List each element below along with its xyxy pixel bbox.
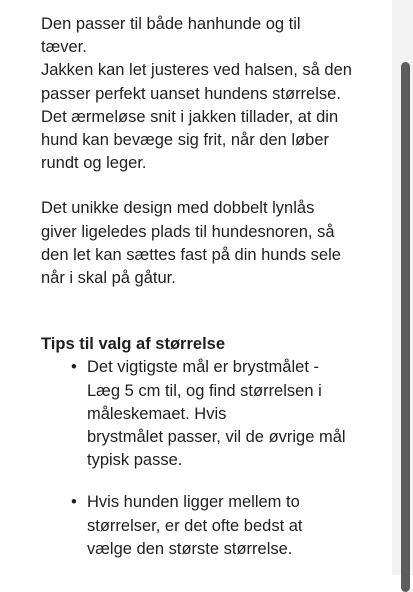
text-line: når i skal på gåtur.: [41, 269, 176, 288]
scrollbar-track[interactable]: [392, 0, 413, 575]
list-item: [71, 356, 381, 472]
description-paragraph-design: [41, 197, 381, 290]
text-line: tæver.: [41, 38, 87, 57]
text-line: Hvis hunden ligger mellem to: [87, 493, 300, 512]
text-line: Den passer til både hanhunde og til: [41, 15, 301, 33]
text-line: passer perfekt uanset hundens størrelse.: [41, 84, 341, 103]
text-line: den let kan sættes fast på din hunds sele: [41, 245, 341, 264]
list-item: [71, 491, 381, 561]
bullet-icon: •: [71, 493, 77, 512]
text-line: Det unikke design med dobbelt lynlås: [41, 199, 315, 218]
description-paragraph-fit: [41, 13, 381, 175]
text-line: størrelser, er det ofte bedst at: [87, 516, 303, 535]
text-line: Det ærmeløse snit i jakken tillader, at din: [41, 107, 339, 126]
text-line: brystmålet passer, vil de øvrige mål: [87, 428, 346, 447]
text-line: Læg 5 cm til, og find størrelsen i: [87, 381, 322, 400]
text-line: måleskemaet. Hvis: [87, 404, 227, 423]
text-line: vælge den største størrelse.: [87, 539, 293, 558]
description-content: [41, 13, 381, 561]
text-line: rundt og leger.: [41, 154, 147, 173]
text-line: giver ligeledes plads til hundesnoren, så: [41, 222, 335, 241]
text-line: hund kan bevæge sig frit, når den løber: [41, 131, 330, 150]
bullet-icon: •: [71, 358, 77, 377]
text-line: typisk passe.: [87, 451, 183, 470]
text-line: Det vigtigste mål er brystmålet -: [87, 358, 319, 377]
text-line: Jakken kan let justeres ved halsen, så den: [41, 61, 352, 80]
scrollbar-thumb[interactable]: [401, 62, 410, 592]
tips-heading: Tips til valg af størrelse: [41, 335, 226, 354]
tips-list: [41, 356, 381, 561]
